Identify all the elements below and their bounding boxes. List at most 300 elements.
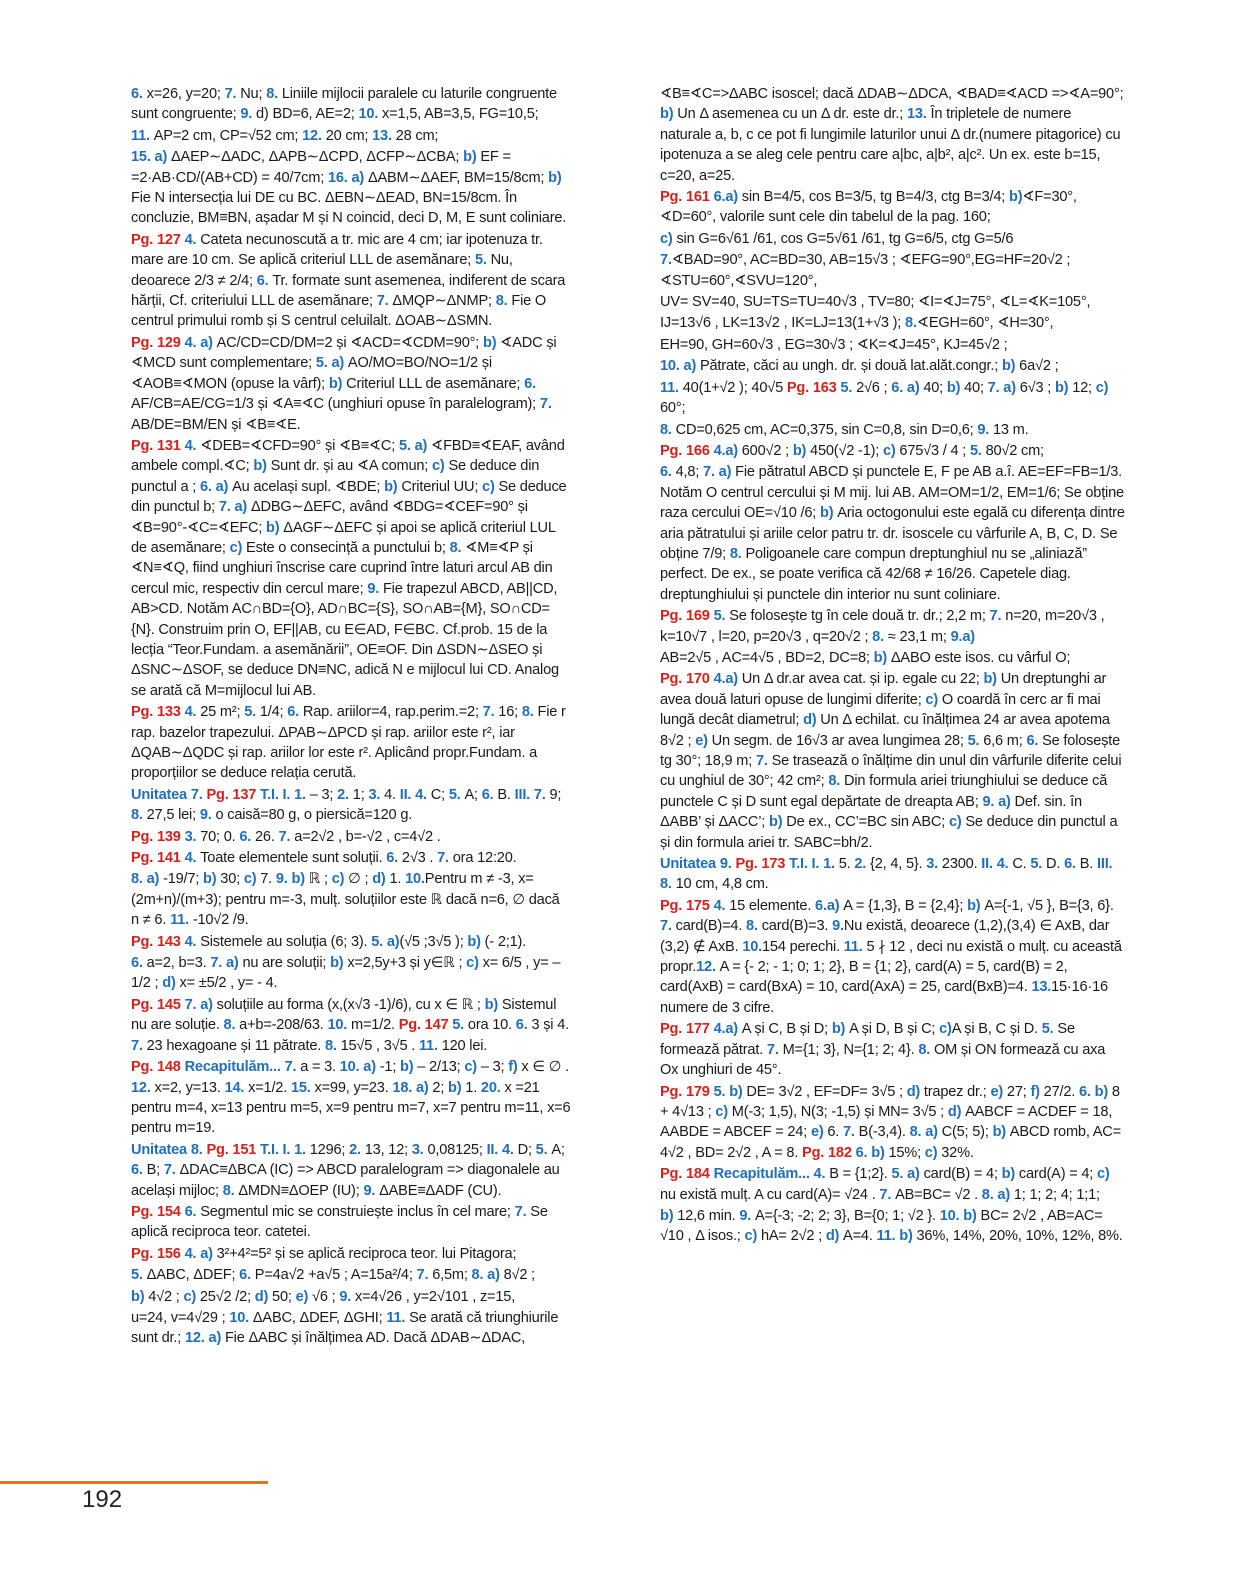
- item-number: 11.: [386, 1309, 410, 1326]
- item-number: 7.: [660, 252, 672, 269]
- item-number: II. 4.: [981, 856, 1013, 873]
- answer-text: 6√3 ;: [1019, 379, 1055, 396]
- item-number: 4.: [184, 933, 201, 950]
- answer-text: o caisă=80 g, o piersică=120 g.: [215, 807, 413, 824]
- answer-paragraph: [131, 827, 571, 847]
- answer-text: x=4√26 , y=2√101 , z=15,: [354, 1288, 516, 1305]
- item-number: b): [253, 458, 271, 475]
- item-number: 6.: [1064, 856, 1080, 873]
- answer-text: 80√2 cm;: [985, 442, 1044, 459]
- item-number: 4.: [713, 897, 730, 914]
- answer-text: ΔMQP∼ΔNMP;: [392, 293, 496, 310]
- item-number: 6.: [239, 1267, 255, 1284]
- item-number: c): [482, 478, 499, 495]
- answer-text: Se deduce din punctul b;: [131, 478, 567, 516]
- item-number: c): [432, 458, 449, 475]
- item-number: b): [448, 1079, 466, 1096]
- answer-text: Sunt dr. și au ∢A comun;: [270, 458, 432, 475]
- item-number: 6.: [131, 86, 147, 102]
- answer-text: 3 și 4.: [531, 1017, 569, 1034]
- answer-text: hA= 2√2 ;: [760, 1228, 826, 1245]
- answer-text: Poligoanele care compun dreptunghiul nu se „aliniază” perfect. De ex., se poate verifica că 42/68 ≠ 16/26. Capetele diag. dreptunghiului și punctele din interior nu sunt coliniare.: [660, 545, 1087, 603]
- item-number: 8.: [872, 628, 888, 645]
- answer-text: ∅ ;: [348, 871, 373, 888]
- item-number: b): [484, 996, 502, 1013]
- item-number: 7.: [163, 1162, 180, 1179]
- answer-text: 1;: [352, 786, 369, 803]
- item-number: T.I. I. 1.: [789, 856, 839, 873]
- answer-text: ΔABC, ΔDEF, ΔGHI;: [252, 1309, 387, 1326]
- answer-text: CD=0,625 cm, AC=0,375, sin C=0,8, sin D=0,6;: [675, 421, 978, 438]
- answer-text: C;: [430, 786, 449, 803]
- item-number: 13.: [906, 106, 931, 123]
- answers-left-column: [131, 84, 571, 1350]
- answer-text: Pentru m ≠ -3, x=(2m+n)/(m+3); pentru m=-3, mulț. soluțiilor este ℝ dacă n=6, ∅ dacă n ≠ 6.: [131, 871, 560, 929]
- page-number: 192: [82, 1486, 123, 1513]
- answer-text: 5.: [838, 856, 855, 873]
- answer-text: ΔABE≡ΔADF (CU).: [379, 1182, 502, 1199]
- answer-text: ΔABO este isos. cu vârful O;: [890, 649, 1071, 666]
- item-number: e): [990, 1083, 1007, 1100]
- answer-text: AC/CD=CD/DM=2 și ∢ACD=∢CDM=90°;: [216, 334, 483, 351]
- item-number: b): [992, 1124, 1010, 1141]
- answer-text: 28 cm;: [395, 127, 439, 144]
- answer-text: Fie trapezul ABCD, AB||CD, AB>CD. Notăm AC∩BD={O}, AD∩BC={S}, SO∩AB={M}, SO∩CD={N}. Construim prin O, EF||AB, cu E∈AD, F∈BC. Cf.prob. 15 de la lecția “Teor.Fundam. a asemănării”, OE≡OF. Din ΔSDN∼ΔSEO și ΔSNC∼ΔSOF, se deduce DN≡NC, adică N e mijlocul lui CD. Analog se arată că M=mijlocul lui AB.: [131, 580, 559, 699]
- answer-text: Cateta necunoscută a tr. mic are 4 cm; iar ipotenuza tr. mare are 10 cm. Se aplică criteriul LLL de asemănare;: [131, 231, 543, 269]
- page-ref: Pg. 143: [131, 933, 185, 950]
- answer-text: Se aplică reciproca teor. catetei.: [131, 1203, 548, 1241]
- answer-paragraph: [660, 854, 1125, 895]
- item-number: 10. b): [939, 1207, 981, 1224]
- answer-text: Se folosește tg în cele două tr. dr.; 2,2 m;: [729, 608, 990, 625]
- item-number: 13.: [1031, 979, 1052, 996]
- answer-text: √6 ;: [312, 1288, 340, 1305]
- page-ref: Pg. 169: [660, 608, 714, 625]
- answer-text: 154 perechi.: [762, 938, 844, 955]
- item-number: 12.: [302, 127, 326, 144]
- answer-text: 0,08125;: [427, 1141, 487, 1158]
- answer-text: Fie O centrul primului romb și S centrul celuilalt. ΔOAB∼ΔSMN.: [131, 293, 547, 330]
- item-number: c): [331, 871, 349, 888]
- answer-text: OM și ON formează cu axa Ox unghiuri de 45°.: [660, 1041, 1106, 1079]
- item-number: III. 7.: [514, 786, 550, 803]
- item-number: 7.: [843, 1124, 859, 1141]
- answer-text: Un Δ asemenea cu un Δ dr. este dr.;: [677, 106, 907, 123]
- answer-text: Se formează pătrat.: [660, 1021, 1075, 1058]
- item-number: 7.: [416, 1267, 433, 1284]
- answer-text: a=2√2 , b=-√2 , c=4√2 .: [294, 828, 441, 845]
- item-number: 11.: [660, 379, 683, 396]
- answer-text: Un Δ dr.ar avea cat. și ip. egale cu 22;: [741, 671, 984, 688]
- item-number: c): [925, 691, 942, 708]
- answer-text: x=26, y=20;: [146, 86, 225, 102]
- answer-text: Liniile mijlocii paralele cu laturile congruente sunt congruente;: [131, 86, 557, 123]
- item-number: Recapitulăm... 7.: [184, 1059, 301, 1076]
- item-number: 5.: [1041, 1021, 1058, 1038]
- answer-text: DE= 3√2 , EF=DF= 3√5 ;: [746, 1083, 907, 1100]
- item-number: 7.: [766, 1041, 783, 1058]
- item-number: b): [1001, 358, 1020, 375]
- item-number: 9.: [199, 807, 216, 824]
- item-number: b): [660, 106, 678, 123]
- answer-text: AABCF = ACDEF = 18, AABDE = ABCEF = 24;: [660, 1103, 1113, 1141]
- answer-text: A = {- 2; - 1; 0; 1; 2}, B = {1; 2}, card(A) = 5, card(B) = 2, card(AxB) = card(BxA) = 10, card(AxA) = 25, card(BxB)=4.: [660, 959, 1068, 996]
- answer-text: Nu, deoarece 2/3 ≠ 2/4;: [131, 252, 513, 289]
- item-number: 5.: [131, 1267, 147, 1284]
- answer-text: 25√2 /2;: [199, 1288, 255, 1305]
- answer-text: A și D, B și C;: [849, 1021, 940, 1038]
- answer-text: -10√2 /9.: [192, 912, 249, 929]
- answer-text: B = {1;2}.: [829, 1166, 892, 1183]
- answer-text: 50;: [272, 1288, 296, 1305]
- answer-paragraph: [660, 356, 1125, 376]
- answer-text: 8√2 ;: [503, 1267, 535, 1284]
- answer-text: x=2, y=13.: [154, 1079, 225, 1096]
- answer-text: A={-3; -2; 2; 3}, B={0; 1; √2 }.: [754, 1207, 940, 1224]
- answer-text: 2;: [432, 1079, 449, 1096]
- item-number: 4.a): [713, 442, 742, 459]
- answer-text: – 2/13;: [417, 1059, 465, 1076]
- answer-text: ΔMDN≡ΔOEP (IU);: [238, 1182, 364, 1199]
- answer-text: Este o consecință a punctului b;: [246, 539, 450, 556]
- answer-paragraph: [660, 335, 1125, 355]
- item-number: b): [131, 1288, 149, 1305]
- answer-text: 4√2 ;: [148, 1288, 184, 1305]
- answer-text: {2, 4, 5}.: [870, 856, 927, 873]
- item-number: 11.: [418, 1037, 442, 1054]
- answer-text: ≈ 23,1 m;: [887, 628, 951, 645]
- item-number: d): [906, 1083, 924, 1100]
- answer-text: 2√3 .: [401, 850, 438, 867]
- answer-text: Aria octogonului este egală cu diferența dintre aria pătratului și ariile celor patru tr. dr. isoscele cu vârfurile A, B, C, D. Se obține 7/9;: [660, 505, 1125, 562]
- item-number: 6.: [660, 464, 676, 481]
- answer-paragraph: [131, 126, 571, 146]
- item-number: 8. a): [471, 1267, 504, 1284]
- answer-text: B.: [1079, 856, 1097, 873]
- item-number: 20.: [480, 1079, 505, 1096]
- item-number: 8.: [905, 315, 917, 332]
- answer-text: 15 elemente.: [729, 897, 816, 914]
- answer-paragraph: [131, 436, 571, 701]
- item-number: 7.: [278, 828, 295, 845]
- item-number: c): [1097, 1166, 1110, 1183]
- item-number: 2.: [337, 786, 353, 803]
- answer-text: Pătrate, căci au ungh. dr. și două lat.alăt.congr.;: [699, 358, 1002, 375]
- answer-paragraph: [660, 441, 1125, 461]
- answer-text: ΔABC, ΔDEF;: [146, 1267, 240, 1284]
- item-number: c): [660, 230, 677, 247]
- answer-text: A și B, C și D.: [951, 1021, 1042, 1038]
- answer-text: ΔDAC≡ΔBCA (IC) => ABCD paralelogram => diagonalele au același mijloc;: [131, 1162, 560, 1199]
- answer-text: 10 cm, 4,8 cm.: [675, 876, 769, 893]
- item-number: 9.: [977, 421, 993, 438]
- item-number: 7. a): [184, 996, 217, 1013]
- item-number: 2.: [854, 856, 871, 873]
- answer-text: card(B)=3.: [761, 918, 833, 935]
- answer-text: soluțiile au forma (x,(x√3 -1)/6), cu x ∈ ℝ ;: [216, 996, 485, 1013]
- item-number: 9. b): [275, 871, 309, 888]
- answer-text: nu există mulț. A cu card(A)= √24 .: [660, 1186, 880, 1203]
- item-number: 4.: [184, 231, 201, 248]
- page-ref: Pg. 141: [131, 850, 185, 867]
- answer-text: Nu;: [240, 86, 267, 102]
- answer-text: 40;: [964, 379, 988, 396]
- item-number: 18. a): [392, 1079, 433, 1096]
- page-ref: Pg. 161: [660, 189, 714, 206]
- answer-text: 6.: [827, 1124, 844, 1141]
- item-number: 8. a): [981, 1186, 1014, 1203]
- answer-paragraph: [131, 1308, 571, 1349]
- answer-paragraph: [660, 606, 1125, 647]
- item-number: c): [466, 955, 483, 972]
- answer-text: Fie ΔABC și înălțimea AD. Dacă ΔDAB∼ΔDAC,: [224, 1330, 526, 1347]
- page-ref: Pg. 182: [802, 1144, 856, 1161]
- item-number: 10.: [229, 1309, 253, 1326]
- answers-right-column: [660, 84, 1125, 1248]
- page-ref: Pg. 151: [206, 1141, 261, 1158]
- item-number: 8.: [266, 86, 282, 102]
- item-number: b): [328, 375, 347, 392]
- answer-paragraph: [660, 648, 1125, 668]
- item-number: II. 4.: [486, 1141, 518, 1158]
- answer-text: sin B=4/5, cos B=3/5, tg B=4/3, ctg B=3/4;: [741, 189, 1010, 206]
- item-number: 5.: [969, 442, 986, 459]
- answer-text: AB=BC= √2 .: [895, 1186, 982, 1203]
- answer-text: 30;: [220, 871, 244, 888]
- item-number: b): [983, 671, 1001, 688]
- item-number: 15. a): [131, 149, 171, 166]
- page-ref: Pg. 127: [131, 231, 185, 248]
- answer-text: x= 6/5 , y= –1/2 ;: [131, 955, 561, 992]
- item-number: b): [792, 442, 811, 459]
- item-number: 7. a): [703, 464, 736, 481]
- answer-text: -1;: [379, 1059, 401, 1076]
- item-number: 3.: [184, 828, 201, 845]
- answer-text: Fie r rap. bazelor trapezului. ΔPAB∼ΔPCD și rap. ariilor este r², iar ΔQAB∼ΔQDC și rap. ariilor lor este r². Aplicând propr.Fundam. a proporțiilor se deduce relația cerută.: [131, 704, 566, 782]
- answer-text: 600√2 ;: [741, 442, 793, 459]
- page-ref: Pg. 173: [735, 856, 790, 873]
- item-number: 7.: [879, 1186, 896, 1203]
- item-number: 7.: [224, 86, 241, 102]
- answer-paragraph: [131, 953, 571, 994]
- answer-text: 15·16·16 numere de 3 cifre.: [660, 979, 1108, 1016]
- item-number: b): [330, 955, 348, 972]
- answer-text: card(A) = 4;: [1018, 1166, 1098, 1183]
- answer-text: 12;: [1072, 379, 1096, 396]
- answer-paragraph: [660, 378, 1125, 419]
- item-number: 6.: [524, 375, 536, 392]
- item-number: b): [266, 519, 284, 536]
- answer-text: a+b=-208/63.: [239, 1017, 328, 1034]
- answer-paragraph: [660, 1164, 1125, 1205]
- answer-text: x =21 pentru m=4, x=13 pentru m=5, x=9 pentru m=7, x=7 pentru m=11, x=6 pentru m=19.: [131, 1079, 571, 1137]
- answer-text: ∢FBD≡∢EAF, având ambele compl.∢C;: [131, 437, 565, 475]
- answer-text: 15%;: [888, 1144, 925, 1161]
- item-number: 3.: [368, 786, 385, 803]
- answer-text: ∢M≡∢P și ∢N≡∢Q, fiind unghiuri înscrise care cuprind între laturi arcul AB din cercul mic, respectiv din cercul mare;: [131, 539, 553, 597]
- item-number: 9.: [367, 580, 383, 597]
- answer-text: -19/7;: [163, 871, 204, 888]
- answer-text: În tripletele de numere naturale a, b, c ce pot fi lungimile laturilor unui Δ dr.(numere pitagorice) cu ipotenuza a se aleg cele pentru care a|bc, a|b², a|c². Un ex. este b=15, c=20, a=25.: [660, 106, 1121, 184]
- item-number: 5.: [244, 704, 260, 721]
- answer-text: De ex., CC’=BC sin ABC;: [786, 814, 949, 831]
- item-number: 7.: [755, 753, 772, 769]
- item-number: 5. a): [315, 355, 348, 372]
- item-number: 5.: [448, 786, 465, 803]
- answer-text: Au același supl. ∢BDE;: [232, 478, 385, 495]
- answer-text: 5 ∤ 12 , deci nu există o mulț. cu această propr.: [660, 938, 1122, 976]
- item-number: 12.: [131, 1079, 155, 1096]
- item-number: 5.: [840, 379, 857, 396]
- answer-text: D;: [517, 1141, 536, 1158]
- answer-text: B;: [146, 1162, 164, 1179]
- item-number: 10. a): [339, 1059, 380, 1076]
- page-ref: Pg. 170: [660, 671, 714, 688]
- answer-text: Un Δ echilat. cu înălțimea 24 ar avea apotema 8√2 ;: [660, 712, 1110, 749]
- item-number: 8.: [449, 539, 466, 556]
- answer-paragraph: [660, 462, 1125, 605]
- answer-paragraph: [131, 869, 571, 930]
- item-number: 12. a): [184, 1330, 225, 1347]
- item-number: b): [467, 933, 485, 950]
- answer-text: C.: [1012, 856, 1031, 873]
- answer-text: 70; 0.: [200, 828, 240, 845]
- item-number: b): [1001, 1166, 1019, 1183]
- answer-text: Sistemele au soluția (6; 3).: [200, 933, 372, 950]
- answer-text: C(5; 5);: [941, 1124, 993, 1141]
- item-number: 8. a): [909, 1124, 942, 1141]
- answer-text: AB/DE=BM/EN și ∢B≡∢E.: [131, 416, 301, 433]
- page-ref: Pg. 148: [131, 1059, 185, 1076]
- item-number: d): [947, 1103, 966, 1120]
- answer-paragraph: [131, 1202, 571, 1243]
- answer-text: Se trasează o înălțime din unul din vârfurile diferite celui cu unghiul de 30°; 42 cm²;: [660, 753, 1122, 790]
- answer-text: Un dreptunghi ar avea două laturi opuse de lungimi diferite;: [660, 671, 1107, 708]
- answer-text: – 3;: [480, 1059, 509, 1076]
- answer-text: 120 lei.: [441, 1037, 488, 1054]
- item-number: 8.: [521, 704, 538, 721]
- answer-text: 16;: [498, 704, 522, 721]
- item-number: 3.: [926, 856, 942, 873]
- item-number: 7.: [376, 293, 393, 310]
- page-ref: Pg. 133: [131, 704, 185, 721]
- answer-text: a=2, b=3.: [146, 955, 211, 972]
- item-number: 6.: [256, 272, 273, 289]
- item-number: 10.: [405, 871, 425, 888]
- answer-paragraph: [131, 1287, 571, 1307]
- answer-text: A;: [464, 786, 482, 803]
- answer-text: 4.: [384, 786, 400, 803]
- item-number: d): [162, 975, 180, 992]
- item-number: Unitatea 8.: [131, 1141, 207, 1158]
- answer-text: ora 10.: [467, 1017, 516, 1034]
- answer-text: x=1,5, AB=3,5, FG=10,5;: [382, 106, 539, 123]
- item-number: f): [508, 1059, 522, 1076]
- answer-paragraph: [660, 669, 1125, 853]
- answer-text: sin G=6√61 /61, cos G=5√61 /61, tg G=6/5, ctg G=5/6: [676, 230, 1014, 247]
- page-ref: Pg. 154: [131, 1203, 185, 1220]
- item-number: 4.a): [713, 671, 742, 688]
- answer-text: EH=90, GH=60√3 , EG=30√3 ; ∢K=∢J=45°, KJ=45√2 ;: [660, 336, 1008, 353]
- item-number: c): [715, 1103, 732, 1120]
- answer-text: 32%.: [941, 1144, 974, 1161]
- item-number: b): [400, 1059, 418, 1076]
- item-number: e): [695, 732, 712, 749]
- answer-text: ∢DEB=∢CFD=90° și ∢B≡∢C;: [200, 437, 399, 454]
- item-number: 9.a): [950, 628, 975, 645]
- answer-text: 36%, 14%, 20%, 10%, 12%, 8%.: [916, 1228, 1123, 1245]
- answer-text: 26.: [255, 828, 279, 845]
- answer-paragraph: [131, 932, 571, 952]
- answer-text: 3²+4²=5² și se aplică reciproca teor. lui Pitagora;: [216, 1245, 517, 1262]
- answer-text: A={-1, √5 }, B={3, 6}.: [984, 897, 1114, 914]
- item-number: 10. a): [660, 358, 700, 375]
- answer-text: 2√6 ;: [856, 379, 892, 396]
- item-number: 8.: [660, 421, 676, 438]
- item-number: Recapitulăm... 4.: [713, 1166, 830, 1183]
- page-ref: Pg. 166: [660, 442, 714, 459]
- item-number: 11.: [131, 127, 154, 144]
- page-ref: Pg. 131: [131, 437, 185, 454]
- page-ref: Pg. 179: [660, 1083, 714, 1100]
- item-number: 5.: [535, 1141, 552, 1158]
- item-number: 8.: [131, 807, 147, 824]
- answer-text: 25 m²;: [200, 704, 245, 721]
- item-number: 8.: [729, 545, 746, 562]
- item-number: 5. a): [891, 1166, 924, 1183]
- item-number: c): [948, 814, 966, 831]
- item-number: 6. b): [1078, 1083, 1112, 1100]
- item-number: 8.: [495, 293, 512, 310]
- answer-text: 27,5 lei;: [146, 807, 200, 824]
- answer-paragraph: [660, 313, 1125, 333]
- answer-text: AP=2 cm, CP=√52 cm;: [153, 127, 303, 144]
- answer-paragraph: [131, 1265, 571, 1285]
- answer-text: Criteriul UU;: [401, 478, 483, 495]
- item-number: 6.: [239, 828, 256, 845]
- answer-text: ΔAEP∼ΔADC, ΔAPB∼ΔCPD, ΔCFP∼ΔCBA;: [170, 149, 464, 166]
- item-number: 6.: [1026, 732, 1043, 749]
- answer-paragraph: [131, 1057, 571, 1139]
- item-number: b): [819, 505, 838, 522]
- answer-text: m=1/2.: [351, 1017, 399, 1034]
- item-number: Unitatea 9.: [660, 856, 736, 873]
- answer-text: UV= SV=40, SU=TS=TU=40√3 , TV=80; ∢I=∢J=75°, ∢L=∢K=105°,: [660, 294, 1091, 311]
- item-number: e): [810, 1124, 828, 1141]
- answer-text: Un segm. de 16√3 ar avea lungimea 28;: [711, 732, 968, 749]
- answer-text: 13 m.: [992, 421, 1029, 438]
- answer-text: x ∈ ∅ .: [521, 1059, 569, 1076]
- item-number: 8. a): [131, 871, 164, 888]
- answer-text: trapez dr.;: [923, 1083, 991, 1100]
- item-number: 7. a): [218, 499, 251, 516]
- answer-text: Fie N intersecția lui DE cu BC. ΔEBN∼ΔEAD, BN=15/8cm. În concluzie, BM≡BN, așadar M și N coincid, deci D, M, E sunt coliniare.: [131, 190, 567, 227]
- item-number: 8.: [746, 918, 762, 935]
- page-ref: Pg. 163: [786, 379, 841, 396]
- item-number: 12.: [696, 959, 720, 976]
- answer-text: ΔDBG∼ΔEFC, având ∢BDG=∢CEF=90° și ∢B=90°-∢C=∢EFC;: [131, 499, 528, 536]
- answer-paragraph: [131, 848, 571, 868]
- answer-text: a = 3.: [300, 1059, 340, 1076]
- item-number: 6.a): [815, 897, 844, 914]
- answer-text: Segmentul mic se construiește inclus în cel mare;: [200, 1203, 515, 1220]
- item-number: 8.: [222, 1182, 239, 1199]
- answer-text: M={1; 3}, N={1; 2; 4}.: [782, 1041, 919, 1058]
- answer-text: (√5 ;3√5 );: [399, 933, 468, 950]
- item-number: 4.a): [713, 1021, 742, 1038]
- item-number: 4.: [184, 704, 201, 721]
- item-number: d): [372, 871, 390, 888]
